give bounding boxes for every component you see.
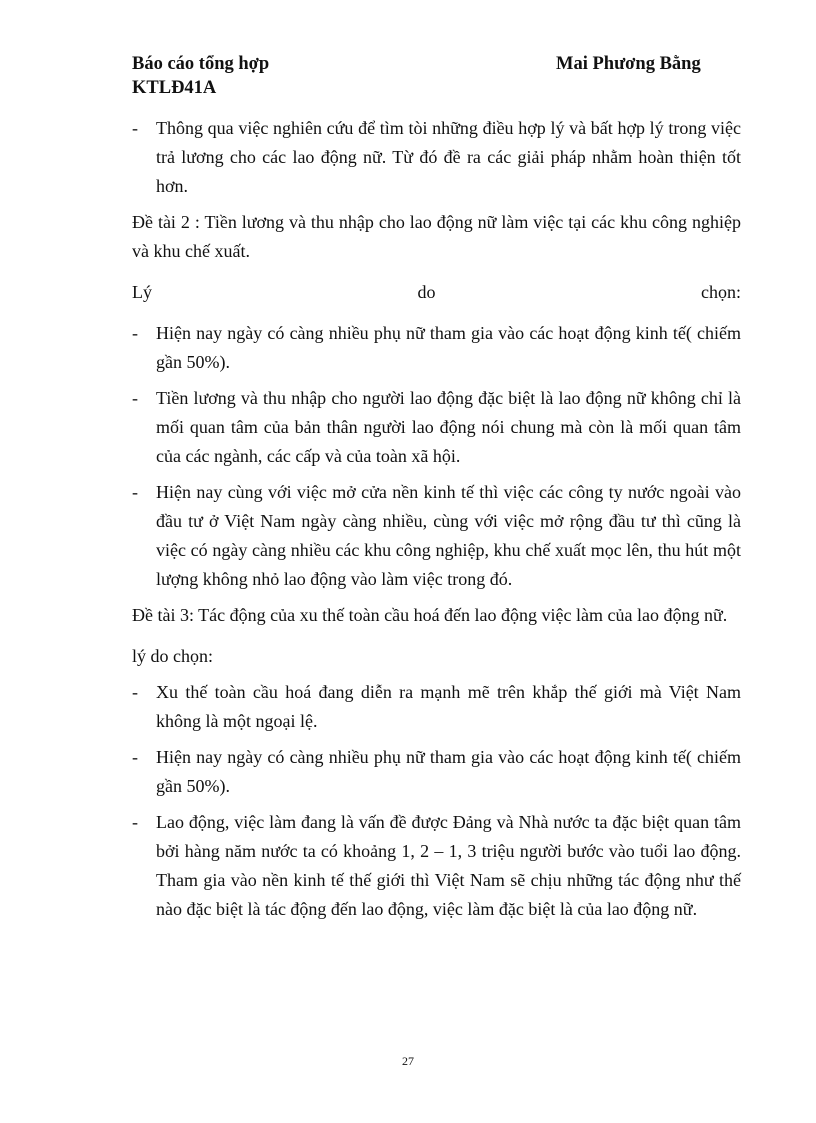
bullet-dash: - bbox=[132, 482, 138, 502]
topic2-reason-heading bbox=[132, 278, 741, 307]
topic2-bullet bbox=[132, 384, 741, 471]
bullet-dash: - bbox=[132, 747, 138, 767]
topic3-title: Đề tài 3: Tác động của xu thế toàn cầu hoá đến lao động việc làm của lao động nữ. bbox=[132, 605, 728, 625]
header-left bbox=[132, 52, 269, 100]
bullet-dash: - bbox=[132, 682, 138, 702]
topic3-bullet bbox=[132, 808, 741, 924]
topic2-bullet bbox=[132, 319, 741, 377]
topic3-reason-heading: lý do chọn: bbox=[132, 646, 213, 666]
bullet-text: Hiện nay cùng với việc mở cửa nền kinh tế thì việc các công ty nước ngoài vào đầu tư ở Việt Nam ngày càng nhiều, cùng với việc mở rộng đầu tư thì cũng là việc có ngày càng nhiều các khu công nghiệp, khu chế xuất mọc lên, thu hút một lượng không nhỏ lao động vào làm việc trong đó. bbox=[156, 482, 741, 589]
reason-word: Lý bbox=[132, 282, 152, 302]
topic2-bullet bbox=[132, 478, 741, 594]
reason-word: chọn: bbox=[701, 282, 741, 302]
bullet-dash: - bbox=[132, 323, 138, 343]
topic2-title: Đề tài 2 : Tiền lương và thu nhập cho lao động nữ làm việc tại các khu công nghiệp và khu chế xuất. bbox=[132, 212, 741, 261]
bullet-dash: - bbox=[132, 118, 138, 138]
topic3-bullet bbox=[132, 743, 741, 801]
header-author: Mai Phương Bằng bbox=[556, 54, 701, 74]
intro-bullet bbox=[132, 114, 741, 201]
bullet-text: Thông qua việc nghiên cứu để tìm tòi những điều hợp lý và bất hợp lý trong việc trả lương cho các lao động nữ. Từ đó đề ra các giải pháp nhằm hoàn thiện tốt hơn. bbox=[156, 118, 741, 196]
bullet-text: Hiện nay ngày có càng nhiều phụ nữ tham gia vào các hoạt động kinh tế( chiếm gần 50%). bbox=[156, 747, 741, 796]
bullet-text: Tiền lương và thu nhập cho người lao động đặc biệt là lao động nữ không chỉ là mối quan tâm của bản thân người lao động nói chung mà còn là mối quan tâm của các ngành, các cấp và của toàn xã hội. bbox=[156, 388, 741, 466]
bullet-text: Xu thế toàn cầu hoá đang diễn ra mạnh mẽ trên khắp thế giới mà Việt Nam không là một ngoại lệ. bbox=[156, 682, 741, 731]
page-number: 27 bbox=[402, 1054, 414, 1068]
header-report-title: Báo cáo tổng hợp bbox=[132, 54, 270, 74]
reason-word: do bbox=[417, 282, 436, 302]
header-class-code: KTLĐ41A bbox=[132, 78, 217, 98]
bullet-text: Hiện nay ngày có càng nhiều phụ nữ tham gia vào các hoạt động kinh tế( chiếm gần 50%). bbox=[156, 323, 741, 372]
document-body bbox=[132, 114, 741, 924]
topic3-bullet bbox=[132, 678, 741, 736]
bullet-dash: - bbox=[132, 388, 138, 408]
bullet-dash: - bbox=[132, 812, 138, 832]
bullet-text: Lao động, việc làm đang là vấn đề được Đảng và Nhà nước ta đặc biệt quan tâm bởi hàng năm nước ta có khoảng 1, 2 – 1, 3 triệu người bước vào tuổi lao động. Tham gia vào nền kinh tế thế giới thì Việt Nam sẽ chịu những tác động như thế nào đặc biệt là tác động đến lao động, việc làm đặc biệt là của lao động nữ. bbox=[156, 812, 741, 919]
